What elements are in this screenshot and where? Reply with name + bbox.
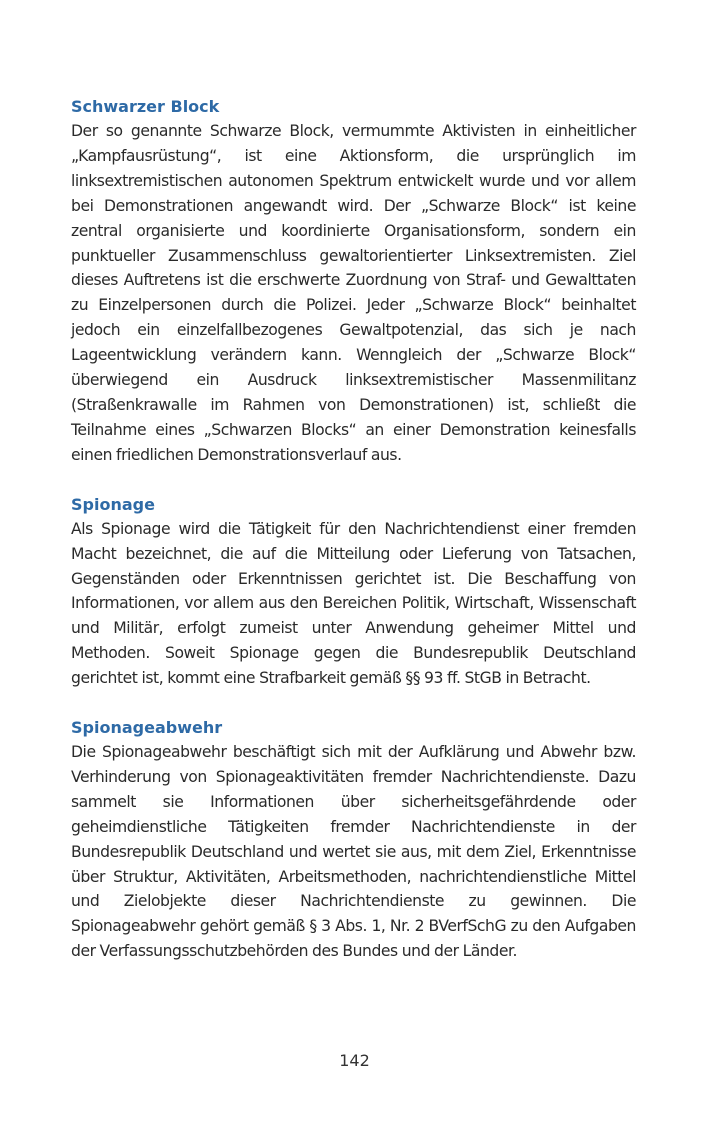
section-schwarzer-block (71, 94, 636, 468)
section-heading: Spionageabwehr (71, 718, 223, 738)
section-body: Der so genannte Schwarze Block, vermummte Aktivisten in einheitlicher „Kampfausrüstung“, ist eine Aktionsform, die ursprünglich im linksextremistischen autonomen Spektrum entwickelt wurde und vor allem bei Demonstrationen angewandt wird. Der „Schwarze Block“ ist keine zentral organisierte und koordinierte Organisationsform, sondern ein punktueller Zusammenschluss gewaltorientierter Linksextremisten. Ziel dieses Auftretens ist die erschwerte Zuordnung von Straf- und Gewalttaten zu Einzelpersonen durch die Polizei. Jeder „Schwarze Block“ beinhaltet jedoch ein einzelfallbezogenes Gewaltpotenzial, das sich je nach Lageentwicklung verändern kann. Wenngleich der „Schwarze Block“ überwiegend ein Ausdruck linksextremistischer Massenmilitanz (Straßenkrawalle im Rahmen von Demonstrationen) ist, schließt die Teilnahme eines „Schwarzen Blocks“ an einer Demonstration keinesfalls einen friedlichen Demonstrationsverlauf aus. (71, 122, 636, 464)
section-heading: Spionage (71, 494, 155, 514)
section-spionageabwehr (71, 715, 636, 964)
page-content (71, 94, 636, 988)
page-number: 142 (339, 1051, 370, 1070)
section-heading: Schwarzer Block (71, 97, 220, 116)
section-body: Als Spionage wird die Tätigkeit für den Nachrichtendienst einer fremden Macht bezeichnet, die auf die Mitteilung oder Lieferung von Tatsachen, Gegenständen oder Erkenntnissen gerichtet ist. Die Beschaffung von Informationen, vor allem aus den Bereichen Politik, Wirtschaft, Wissenschaft und Militär, erfolgt zumeist unter Anwendung geheimer Mittel und Methoden. Soweit Spionage gegen die Bundesrepublik Deutschland gerichtet ist, kommt eine Strafbarkeit gemäß §§ 93 ff. StGB in Betracht. (71, 519, 636, 688)
section-body: Die Spionageabwehr beschäftigt sich mit der Aufklärung und Abwehr bzw. Verhinderung von Spionageaktivitäten fremder Nachrichtendienste. Dazu sammelt sie Informationen über sicherheitsgefährdende oder geheimdienstliche Tätigkeiten fremder Nachrichtendienste in der Bundesrepublik Deutschland und wertet sie aus, mit dem Ziel, Erkenntnisse über Struktur, Aktivitäten, Arbeitsmethoden, nachrichtendienstliche Mittel und Zielobjekte dieser Nachrichtendienste zu gewinnen. Die Spionageabwehr gehört gemäß § 3 Abs. 1, Nr. 2 BVerfSchG zu den Aufgaben der Verfassungsschutzbehörden des Bundes und der Länder. (71, 743, 636, 961)
section-spionage (71, 492, 636, 691)
